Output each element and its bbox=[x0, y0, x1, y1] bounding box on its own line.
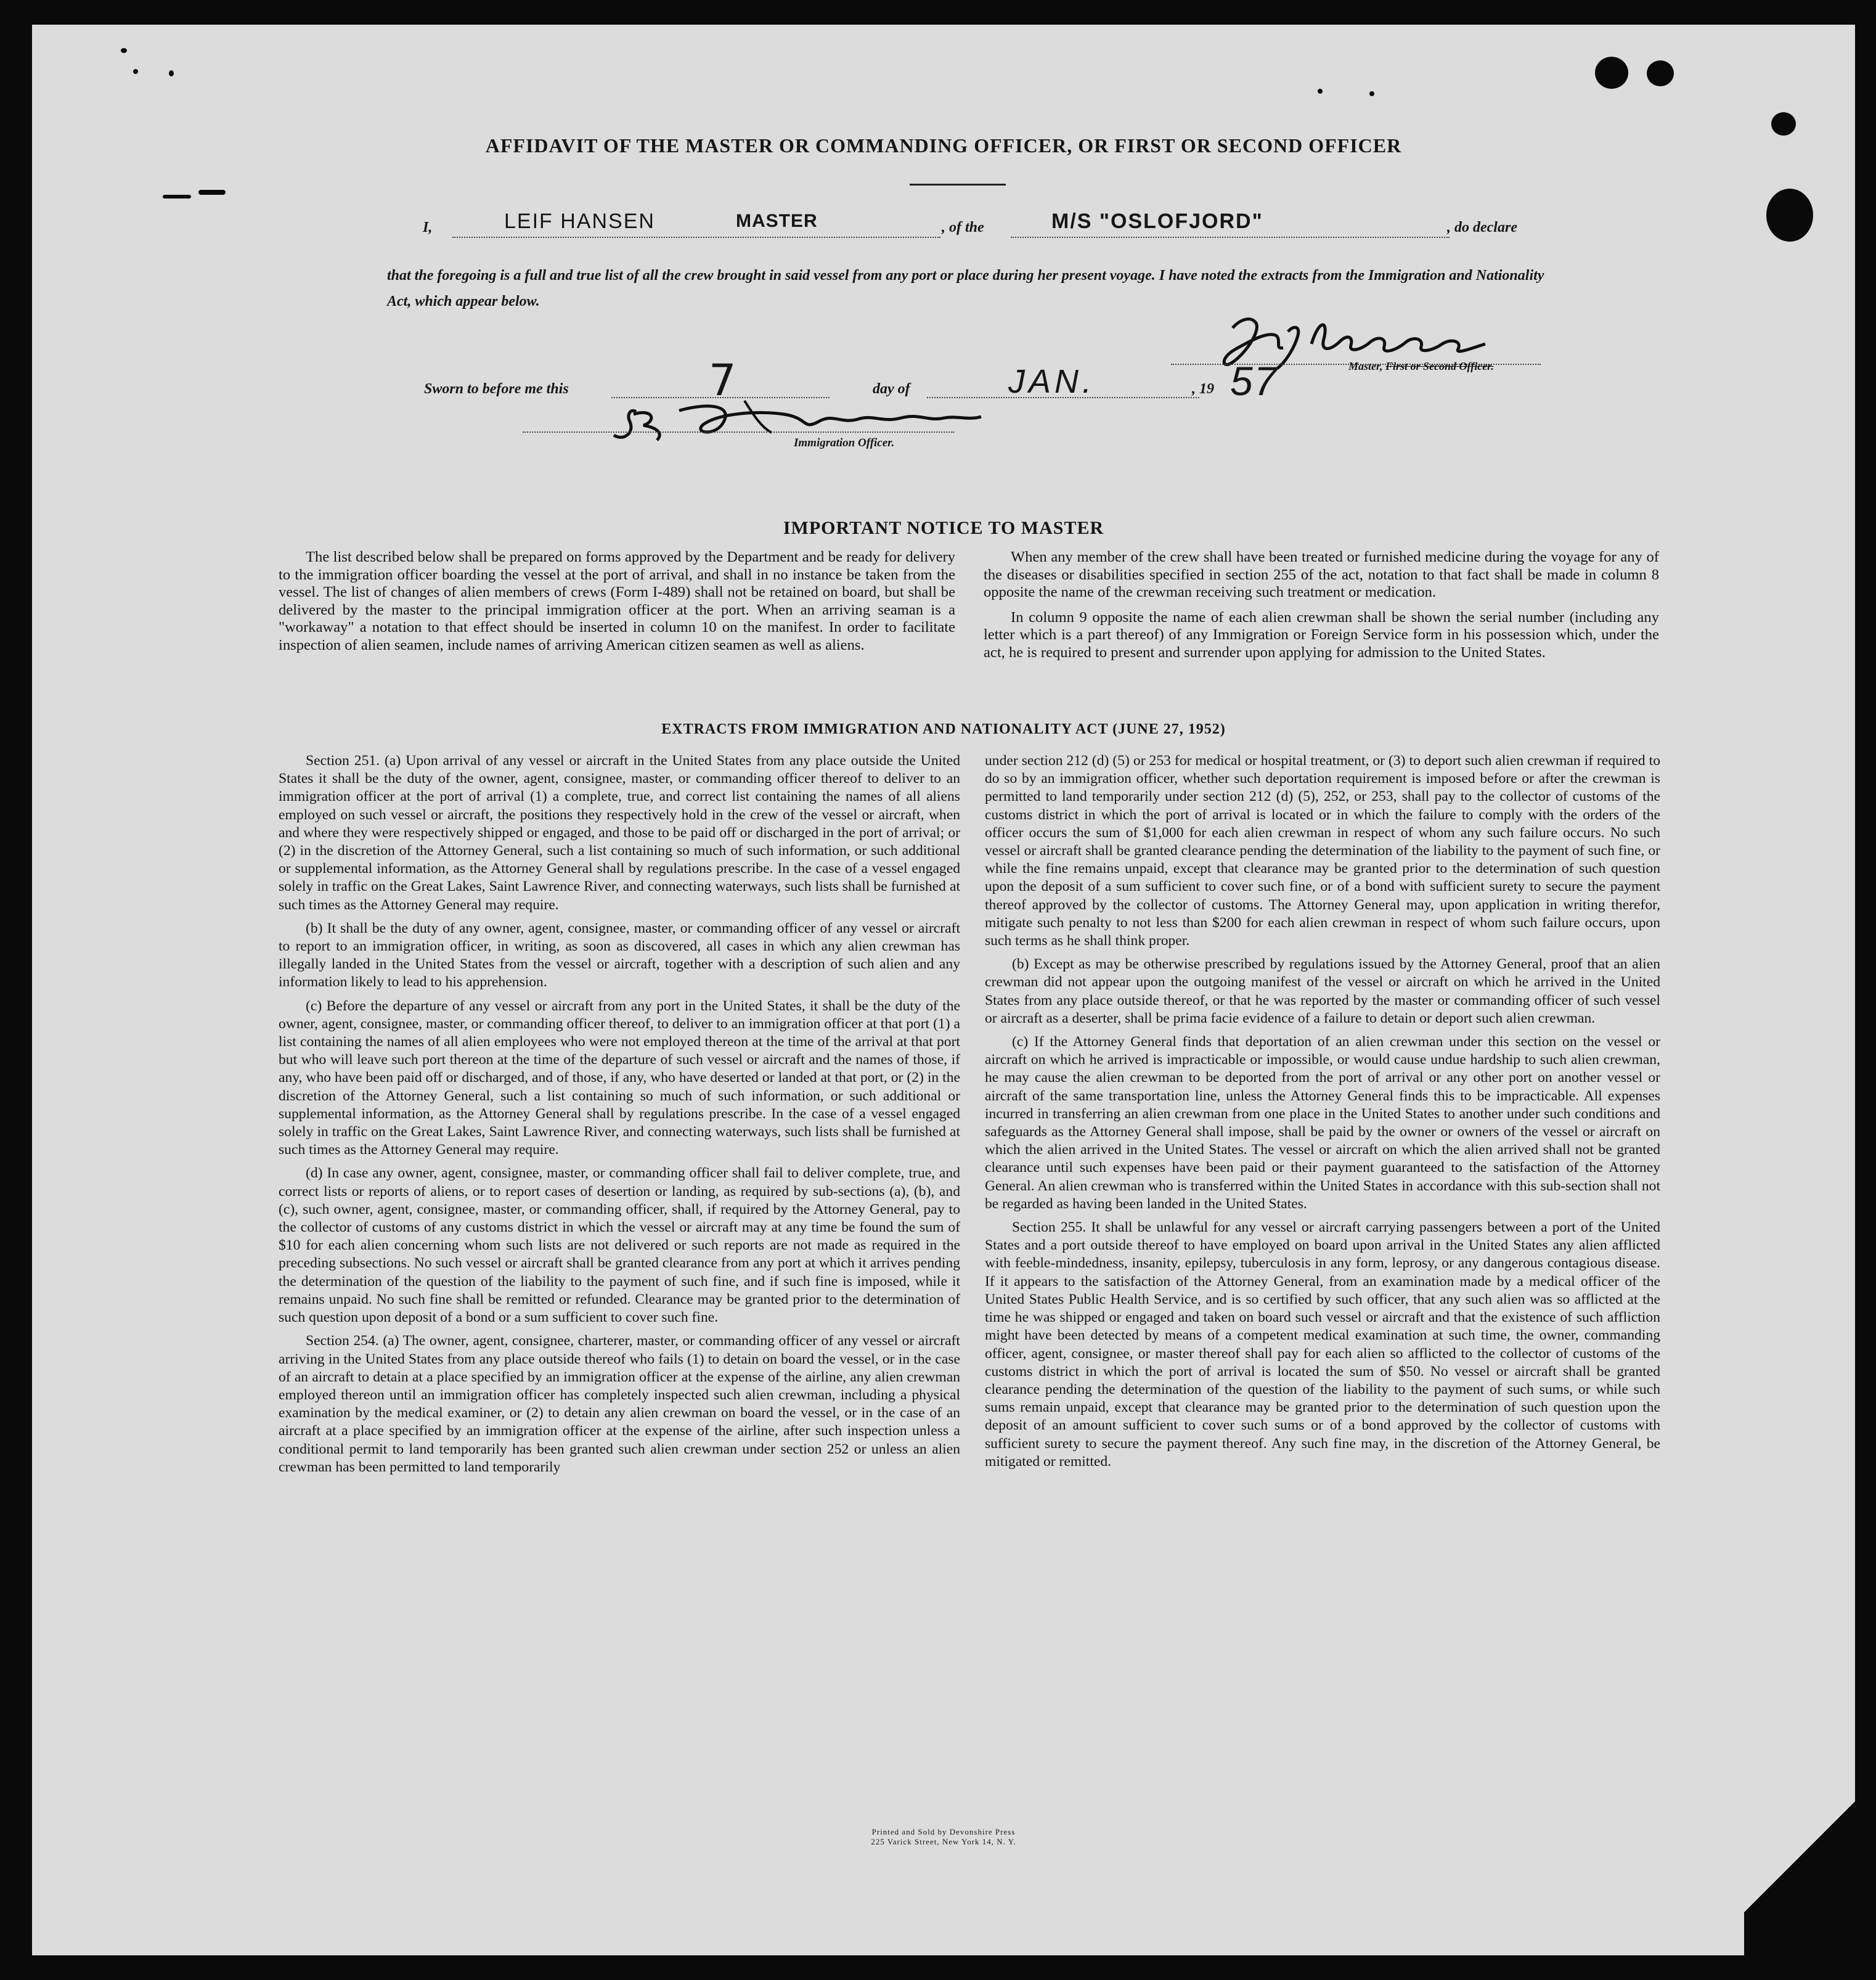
do-declare-label: , do declare bbox=[1447, 219, 1517, 235]
master-label-text: Master, bbox=[1348, 360, 1383, 372]
notice-paragraph: In column 9 opposite the name of each alien crewman shall be shown the serial number (including any letter which is a part thereof) of any Immigration or Foreign Service form in his possession which, under the act, he is required to present and surrender upon applying for admission to the United States. bbox=[984, 608, 1659, 661]
extract-paragraph: Section 254. (a) The owner, agent, consignee, charterer, master, or commanding officer of any vessel or aircraft arriving in the United States from any place outside thereof who fails (1) to detain on board the vessel, or in the case of an aircraft to detain at a place specified by an immigration officer at the expense of the airline, any alien crewman employed thereon until an immigration officer has completely inspected such alien crewman, including a physical examination by the medical examiner, or (2) to detain any alien crewman on board the vessel, or in the case of an aircraft at a place specified by an immigration officer at the expense of the airline, after such inspection unless a conditional permit to land temporarily has been granted such alien crewman under section 252 or unless an alien crewman has been permitted to land temporarily bbox=[279, 1333, 960, 1475]
extracts-right-column bbox=[985, 752, 1660, 1476]
extract-paragraph: Section 255. It shall be unlawful for any vessel or aircraft carrying passengers between a port of the United States and a port outside thereof to have employed on board upon arrival in the United States any alien afflicted with feeble-mindedness, insanity, epilepsy, tuberculosis in any form, leprosy, or any dangerous contagious disease. If it appears to the satisfaction of the Attorney General, from an examination made by a medical officer of the United States Public Health Service, and is so certified by such officer, that any such alien was so afflicted at the time he was shipped or engaged and taken on board such vessel or aircraft and that the existence of such affliction might have been detected by means of a competent medical examination at such time, the owner, commanding officer, agent, consignee, or master thereof shall pay for each alien so afflicted to the collector of customs of the customs district in which the port of arrival is located the sum of $50. No vessel or aircraft shall be granted clearance pending the determination of the question of the liability to the payment of such sums, or while such sums remain unpaid, except that clearance may be granted prior to the determination of such question upon the deposit of an amount sufficient to cover such sums or of a bond approved by the collector of customs with sufficient surety to secure the payment thereof. Any such fine may, in the discretion of the Attorney General, be mitigated or remitted. bbox=[985, 1219, 1660, 1470]
extracts-left-column bbox=[279, 752, 960, 1482]
month-handwritten: JAN. bbox=[1008, 363, 1096, 400]
speck-mark bbox=[1369, 91, 1374, 96]
speck-mark bbox=[133, 69, 138, 74]
day-of-label: day of bbox=[873, 381, 910, 397]
document-title: AFFIDAVIT OF THE MASTER OR COMMANDING OFFICER, OR FIRST OR SECOND OFFICER bbox=[485, 134, 1402, 157]
year-handwritten: 57 bbox=[1230, 358, 1278, 404]
punch-hole-icon bbox=[1595, 57, 1628, 89]
notice-title: IMPORTANT NOTICE TO MASTER bbox=[783, 518, 1104, 538]
punch-hole-icon bbox=[1647, 60, 1674, 86]
first-second-officer-struck: First or Second Officer. bbox=[1385, 360, 1494, 372]
dash-mark bbox=[163, 195, 191, 198]
punch-hole-icon bbox=[1766, 189, 1813, 242]
declaration-body: that the foregoing is a full and true list of all the crew brought in said vessel from any port or place during her present voyage. I have noted the extracts from the Immigration and Nationality Act, which appear below. bbox=[387, 268, 1544, 309]
of-the-label: , of the bbox=[942, 219, 984, 235]
extract-paragraph: Section 251. (a) Upon arrival of any vessel or aircraft in the United States from any place outside the United States it shall be the duty of the owner, agent, consignee, master, or commanding officer thereof to deliver to an immigration officer at the port of arrival (1) a complete, true, and correct list containing the names of all aliens employed on such vessel or aircraft, the positions they respectively hold in the crew of the vessel or aircraft, when and where they were respectively shipped or engaged, and those to be paid off or discharged in the port of arrival; or (2) in the discretion of the Attorney General, such a list containing so much of such information, or such additional or supplemental information, as the Attorney General shall by regulations prescribe. In the case of a vessel engaged solely in traffic on the Great Lakes, Saint Lawrence River, and connecting waterways, such lists shall be furnished at such times as the Attorney General may require. bbox=[279, 753, 960, 913]
vessel-dotted-line bbox=[1011, 237, 1450, 238]
extract-paragraph: (c) If the Attorney General finds that deportation of an alien crewman under this section on the vessel or aircraft on which he arrived is impracticable or impossible, or would cause undue hardship to such alien crewman, he may cause the alien crewman to be deported from the port of arrival or any other port on another vessel or aircraft of the same transportation line, unless the Attorney General finds this to be impracticable. All expenses incurred in transferring an alien crewman from one place in the United States to another under such conditions and safeguards as the Attorney General shall impose, shall be paid by the owner or owners of the vessel or aircraft on which the alien arrived in the United States. The vessel or aircraft on which the alien arrived shall not be granted clearance until such expenses have been paid or their payment guaranteed to the satisfaction of the Attorney General. An alien crewman who is transferred within the United States in accordance with this sub-section shall not be regarded as having been landed in the United States. bbox=[985, 1034, 1660, 1212]
master-rank: MASTER bbox=[736, 211, 818, 231]
notice-paragraph: The list described below shall be prepared on forms approved by the Department and be ready for delivery to the immigration officer boarding the vessel at the port of arrival, and shall in no instance be taken from the vessel. The list of changes of alien members of crews (Form I-489) shall not be retained on board, but shall be delivered by the master to the principal immigration officer at the port. When an arriving seaman is a "workaway" a notation to that effect should be inserted in column 10 on the manifest. In order to facilitate inspection of alien seamen, include names of arriving American citizen seamen as well as aliens. bbox=[279, 549, 955, 653]
speck-mark bbox=[169, 70, 174, 76]
officer-dotted-line bbox=[523, 432, 954, 433]
extract-paragraph: (c) Before the departure of any vessel or aircraft from any port in the United States, it shall be the duty of the owner, agent, consignee, master, or commanding officer thereof, to deliver to an immigration officer at that port (1) a list containing the names of all alien employees who were not employed thereon at the time of the arrival at that port but who will leave such port thereon at the time of the departure of such vessel or aircraft and the names of those, if any, who have been paid off or discharged, and of those, if any, who have deserted or landed at that port, or (2) in the discretion of the Attorney General, such a list containing so much of such information, or such additional or supplemental information, as the Attorney General shall by regulations prescribe. In the case of a vessel engaged solely in traffic on the Great Lakes, Saint Lawrence River, and connecting waterways, such lists shall be furnished at such times as the Attorney General may require. bbox=[279, 997, 960, 1158]
extracts-title: EXTRACTS FROM IMMIGRATION AND NATIONALITY ACT (JUNE 27, 1952) bbox=[661, 721, 1226, 737]
master-label bbox=[1348, 360, 1494, 373]
folded-corner bbox=[1744, 1758, 1855, 1955]
notice-right-column bbox=[984, 549, 1659, 669]
title-rule bbox=[910, 184, 1006, 186]
extract-paragraph: under section 212 (d) (5) or 253 for medical or hospital treatment, or (3) to deport such alien crewman if required to do so by an immigration officer, whether such deportation requirement is imposed before or after the crewman is permitted to land temporarily under section 212 (d) (5), 252, or 253, shall pay to the collector of customs of the customs district in which the port of arrival is located or in which the failure to comply with the orders of the officer occurs the sum of $1,000 for each alien crewman in respect of whom any such failure occurs. No such vessel or aircraft shall be granted clearance pending the determination of the liability to the payment of such fine, or while the fine remains unpaid, except that clearance may be granted prior to the determination of such question upon the deposit of a sum sufficient to cover such fine, or of a bond with sufficient surety to secure the payment thereof approved by the collector of customs. The Attorney General may, upon application in writing therefor, mitigate such penalty to not less than $200 for each alien crewman in respect of whom such failure occurs, upon such terms as he shall think proper. bbox=[985, 753, 1660, 949]
vessel-name: M/S "OSLOFJORD" bbox=[1051, 210, 1263, 233]
printer-imprint bbox=[32, 1827, 1855, 1847]
declaration-prefix: I, bbox=[423, 219, 433, 235]
name-dotted-line bbox=[452, 237, 940, 238]
year-prefix: , 19 bbox=[1192, 381, 1214, 397]
printer-line-2: 225 Varick Street, New York 14, N. Y. bbox=[871, 1837, 1016, 1846]
immigration-officer-label: Immigration Officer. bbox=[794, 436, 895, 449]
notice-paragraph: When any member of the crew shall have been treated or furnished medicine during the voyage for any of the diseases or disabilities specified in section 255 of the act, notation to that fact shall be made in column 8 opposite the name of the crewman receiving such treatment or medication. bbox=[984, 549, 1659, 601]
punch-hole-icon bbox=[1771, 112, 1796, 136]
extract-paragraph: (b) Except as may be otherwise prescribed by regulations issued by the Attorney General, proof that an alien crewman did not appear upon the outgoing manifest of the vessel or aircraft on which he arrived in the United States from any place outside thereof, or that he was reported by the master or commanding officer of such vessel or aircraft as a deserter, shall be prima facie evidence of a failure to detain or deport such alien crewman. bbox=[985, 956, 1660, 1026]
sworn-label: Sworn to before me this bbox=[424, 381, 569, 397]
notice-left-column bbox=[279, 549, 955, 662]
speck-mark bbox=[1318, 89, 1323, 94]
master-name: LEIF HANSEN bbox=[504, 210, 655, 233]
extract-paragraph: (d) In case any owner, agent, consignee, master, or commanding officer shall fail to deliver complete, true, and correct lists or reports of aliens, or to report cases of desertion or landing, as required by sub-sections (a), (b), and (c), such owner, agent, consignee, master, or commanding officer, shall, if required by the Attorney General, pay to the collector of customs of any customs district in which the vessel or aircraft may at any time be found the sum of $10 for each alien concerning whom such lists are not delivered or such reports are not made as required in the preceding subsections. No such vessel or aircraft shall be granted clearance from any port at which it arrives pending the determination of the question of the liability to the payment of such fine, and if such fine is imposed, while it remains unpaid. No such fine shall be remitted or refunded. Clearance may be granted prior to the determination of such question upon deposit of a bond or a sum sufficient to cover such fine. bbox=[279, 1165, 960, 1326]
document-page bbox=[32, 25, 1855, 1955]
dash-mark bbox=[198, 190, 226, 195]
day-handwritten: 7 bbox=[709, 355, 738, 406]
extract-paragraph: (b) It shall be the duty of any owner, agent, consignee, master, or commanding officer of any vessel or aircraft to report to an immigration officer, in writing, as soon as discovered, all cases in which any alien crewman has illegally landed in the United States from the vessel or aircraft, together with a description of such alien and any information likely to lead to his apprehension. bbox=[279, 920, 960, 991]
printer-line-1: Printed and Sold by Devonshire Press bbox=[871, 1827, 1016, 1836]
speck-mark bbox=[121, 48, 127, 53]
